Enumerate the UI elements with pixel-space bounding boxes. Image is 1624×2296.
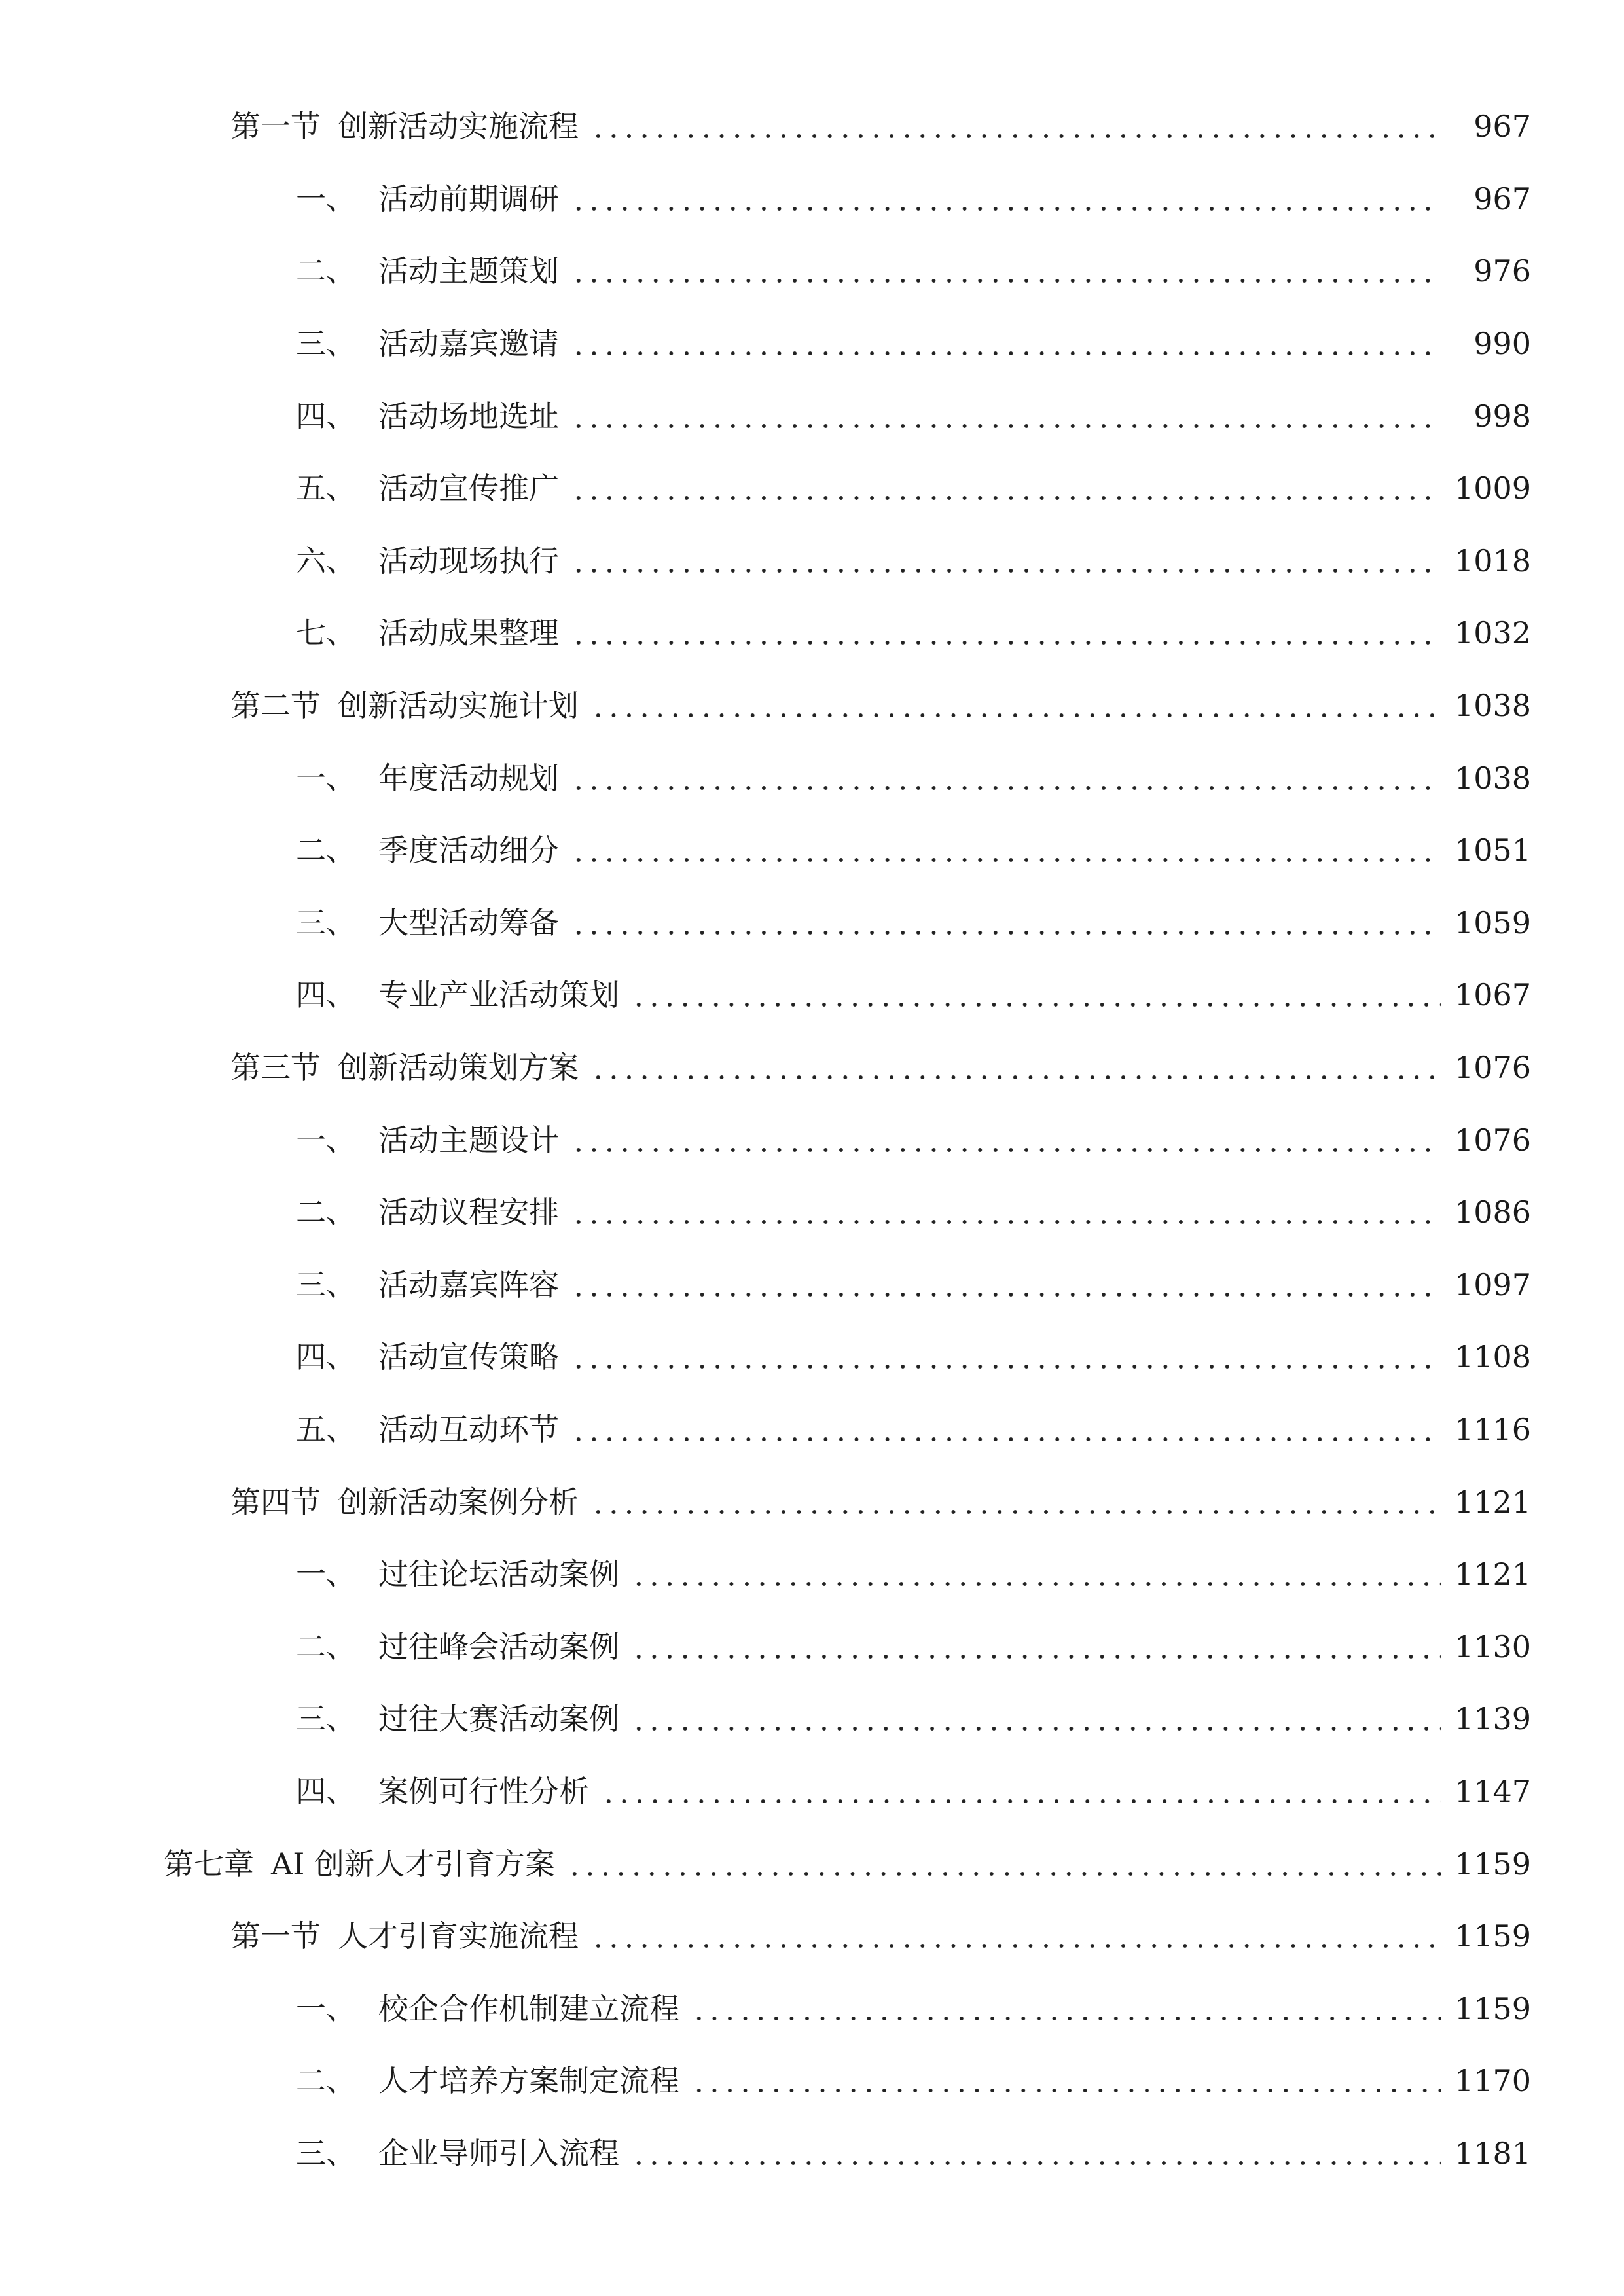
toc-entry-page-number: 1170 <box>1454 2063 1531 2099</box>
toc-entry-page-number: 998 <box>1473 398 1531 434</box>
dot-leader <box>631 2134 1441 2173</box>
dot-leader <box>571 1121 1441 1160</box>
toc-entry-page-number: 976 <box>1473 253 1531 289</box>
dot-leader <box>571 1193 1441 1232</box>
toc-subsection-entry[interactable] <box>0 452 1624 525</box>
dot-leader <box>590 1916 1441 1956</box>
toc-entry-page-number: 1121 <box>1454 1484 1531 1520</box>
dot-leader <box>571 1337 1441 1376</box>
toc-subsection-entry[interactable] <box>0 308 1624 380</box>
dot-leader <box>571 469 1441 508</box>
dot-leader <box>631 1554 1441 1594</box>
toc-entry-number: 一、 <box>296 760 356 796</box>
dot-leader <box>590 1482 1441 1522</box>
toc-entry-title: 创新活动实施流程 <box>338 109 579 145</box>
toc-entry-number: 三、 <box>296 326 356 362</box>
toc-entry-title: 创新活动策划方案 <box>338 1050 579 1086</box>
dot-leader <box>571 251 1441 291</box>
toc-entry-title: 活动宣传推广 <box>378 471 559 507</box>
toc-entry-title: 活动现场执行 <box>378 543 559 579</box>
toc-section-entry[interactable] <box>0 90 1624 163</box>
dot-leader <box>571 613 1441 653</box>
toc-entry-title: 活动嘉宾邀请 <box>378 326 559 362</box>
toc-subsection-entry[interactable] <box>0 2045 1624 2117</box>
toc-entry-number: 二、 <box>296 1628 356 1664</box>
toc-subsection-entry[interactable] <box>0 1972 1624 2045</box>
dot-leader <box>590 107 1441 146</box>
toc-entry-number: 第三节 <box>230 1050 321 1086</box>
toc-entry-page-number: 1130 <box>1454 1628 1531 1664</box>
toc-entry-number: 三、 <box>296 1266 356 1302</box>
toc-entry-title: 活动前期调研 <box>378 181 559 217</box>
toc-entry-number: 二、 <box>296 253 356 289</box>
toc-subsection-entry[interactable] <box>0 1249 1624 1321</box>
toc-entry-title: 人才引育实施流程 <box>338 1918 579 1954</box>
dot-leader <box>571 903 1441 942</box>
toc-entry-page-number: 1159 <box>1454 1846 1531 1882</box>
toc-entry-title: 案例可行性分析 <box>378 1773 589 1809</box>
dot-leader <box>691 2061 1441 2100</box>
toc-subsection-entry[interactable] <box>0 525 1624 598</box>
dot-leader <box>571 541 1441 581</box>
dot-leader <box>571 759 1441 798</box>
toc-entry-title: 活动主题策划 <box>378 253 559 289</box>
toc-entry-number: 第四节 <box>230 1484 321 1520</box>
toc-section-entry[interactable] <box>0 670 1624 742</box>
toc-entry-title: 校企合作机制建立流程 <box>378 1990 679 2026</box>
toc-entry-page-number: 1009 <box>1454 471 1531 507</box>
toc-entry-page-number: 990 <box>1473 326 1531 362</box>
toc-entry-number: 第二节 <box>230 688 321 724</box>
toc-entry-title: 过往大赛活动案例 <box>378 1701 619 1737</box>
toc-subsection-entry[interactable] <box>0 235 1624 308</box>
toc-entry-page-number: 1086 <box>1454 1194 1531 1230</box>
toc-entry-title: 季度活动细分 <box>378 833 559 869</box>
toc-entry-page-number: 1147 <box>1454 1773 1531 1809</box>
toc-entry-number: 六、 <box>296 543 356 579</box>
dot-leader <box>567 1844 1441 1884</box>
toc-entry-number: 一、 <box>296 1990 356 2026</box>
toc-entry-title: 活动宣传策略 <box>378 1339 559 1375</box>
toc-entry-page-number: 1038 <box>1454 760 1531 796</box>
toc-entry-number: 第一节 <box>230 109 321 145</box>
toc-entry-number: 第一节 <box>230 1918 321 1954</box>
toc-entry-page-number: 1159 <box>1454 1990 1531 2026</box>
toc-entry-title: 活动场地选址 <box>378 398 559 434</box>
toc-entry-title: 人才培养方案制定流程 <box>378 2063 679 2099</box>
toc-entry-number: 四、 <box>296 1339 356 1375</box>
toc-subsection-entry[interactable] <box>0 163 1624 236</box>
toc-subsection-entry[interactable] <box>0 1610 1624 1683</box>
toc-entry-number: 第七章 <box>164 1846 254 1882</box>
dot-leader <box>631 1627 1441 1666</box>
toc-entry-number: 二、 <box>296 833 356 869</box>
toc-entry-title: 创新活动实施计划 <box>338 688 579 724</box>
toc-entry-page-number: 1059 <box>1454 905 1531 941</box>
toc-entry-title: 大型活动筹备 <box>378 905 559 941</box>
toc-entry-number: 三、 <box>296 905 356 941</box>
dot-leader <box>601 1772 1441 1811</box>
toc-entry-page-number: 967 <box>1473 109 1531 145</box>
dot-leader <box>571 324 1441 363</box>
toc-entry-title: 活动议程安排 <box>378 1194 559 1230</box>
toc-entry-number: 二、 <box>296 1194 356 1230</box>
toc-subsection-entry[interactable] <box>0 814 1624 887</box>
toc-entry-title: 创新活动案例分析 <box>338 1484 579 1520</box>
table-of-contents <box>0 90 1624 2189</box>
toc-entry-number: 一、 <box>296 1556 356 1592</box>
toc-subsection-entry[interactable] <box>0 887 1624 960</box>
toc-entry-number: 三、 <box>296 2135 356 2171</box>
toc-entry-title: 年度活动规划 <box>378 760 559 796</box>
toc-entry-page-number: 1159 <box>1454 1918 1531 1954</box>
dot-leader <box>571 179 1441 219</box>
toc-entry-page-number: 1108 <box>1454 1339 1531 1375</box>
toc-entry-number: 四、 <box>296 398 356 434</box>
toc-entry-page-number: 1051 <box>1454 833 1531 869</box>
toc-subsection-entry[interactable] <box>0 1393 1624 1466</box>
toc-subsection-entry[interactable] <box>0 742 1624 814</box>
toc-entry-number: 一、 <box>296 181 356 217</box>
toc-entry-page-number: 1097 <box>1454 1266 1531 1302</box>
toc-entry-page-number: 1038 <box>1454 688 1531 724</box>
dot-leader <box>631 975 1441 1014</box>
toc-subsection-entry[interactable] <box>0 1103 1624 1176</box>
toc-entry-page-number: 1181 <box>1454 2135 1531 2171</box>
toc-entry-page-number: 967 <box>1473 181 1531 217</box>
toc-entry-title: 活动嘉宾阵容 <box>378 1266 559 1302</box>
toc-entry-title: 过往论坛活动案例 <box>378 1556 619 1592</box>
toc-entry-number: 四、 <box>296 977 356 1013</box>
dot-leader <box>590 686 1441 725</box>
toc-entry-number: 五、 <box>296 471 356 507</box>
toc-subsection-entry[interactable] <box>0 1683 1624 1755</box>
toc-subsection-entry[interactable] <box>0 2117 1624 2190</box>
toc-subsection-entry[interactable] <box>0 1755 1624 1828</box>
toc-subsection-entry[interactable] <box>0 1321 1624 1393</box>
toc-entry-title: 活动主题设计 <box>378 1122 559 1158</box>
toc-entry-number: 二、 <box>296 2063 356 2099</box>
toc-entry-number: 一、 <box>296 1122 356 1158</box>
toc-entry-page-number: 1139 <box>1454 1701 1531 1737</box>
dot-leader <box>631 1699 1441 1738</box>
toc-subsection-entry[interactable] <box>0 1538 1624 1611</box>
toc-section-entry[interactable] <box>0 1031 1624 1104</box>
toc-entry-page-number: 1032 <box>1454 615 1531 651</box>
toc-entry-number: 三、 <box>296 1701 356 1737</box>
dot-leader <box>571 397 1441 436</box>
dot-leader <box>571 1265 1441 1304</box>
toc-entry-number: 五、 <box>296 1411 356 1447</box>
toc-chapter-entry[interactable] <box>0 1827 1624 1900</box>
toc-entry-page-number: 1076 <box>1454 1050 1531 1086</box>
toc-subsection-entry[interactable] <box>0 959 1624 1031</box>
toc-entry-title: 专业产业活动策划 <box>378 977 619 1013</box>
toc-entry-title: AI 创新人才引育方案 <box>271 1846 556 1882</box>
toc-entry-number: 四、 <box>296 1773 356 1809</box>
dot-leader <box>571 1410 1441 1449</box>
toc-subsection-entry[interactable] <box>0 1176 1624 1249</box>
toc-entry-page-number: 1121 <box>1454 1556 1531 1592</box>
dot-leader <box>691 1989 1441 2028</box>
toc-subsection-entry[interactable] <box>0 380 1624 452</box>
toc-entry-page-number: 1116 <box>1454 1411 1531 1447</box>
toc-section-entry[interactable] <box>0 1900 1624 1973</box>
toc-section-entry[interactable] <box>0 1465 1624 1538</box>
toc-entry-title: 企业导师引入流程 <box>378 2135 619 2171</box>
toc-entry-number: 七、 <box>296 615 356 651</box>
toc-entry-title: 过往峰会活动案例 <box>378 1628 619 1664</box>
toc-entry-page-number: 1067 <box>1454 977 1531 1013</box>
dot-leader <box>590 1048 1441 1087</box>
toc-entry-title: 活动互动环节 <box>378 1411 559 1447</box>
toc-entry-title: 活动成果整理 <box>378 615 559 651</box>
toc-subsection-entry[interactable] <box>0 597 1624 670</box>
toc-entry-page-number: 1018 <box>1454 543 1531 579</box>
toc-entry-page-number: 1076 <box>1454 1122 1531 1158</box>
dot-leader <box>571 831 1441 870</box>
